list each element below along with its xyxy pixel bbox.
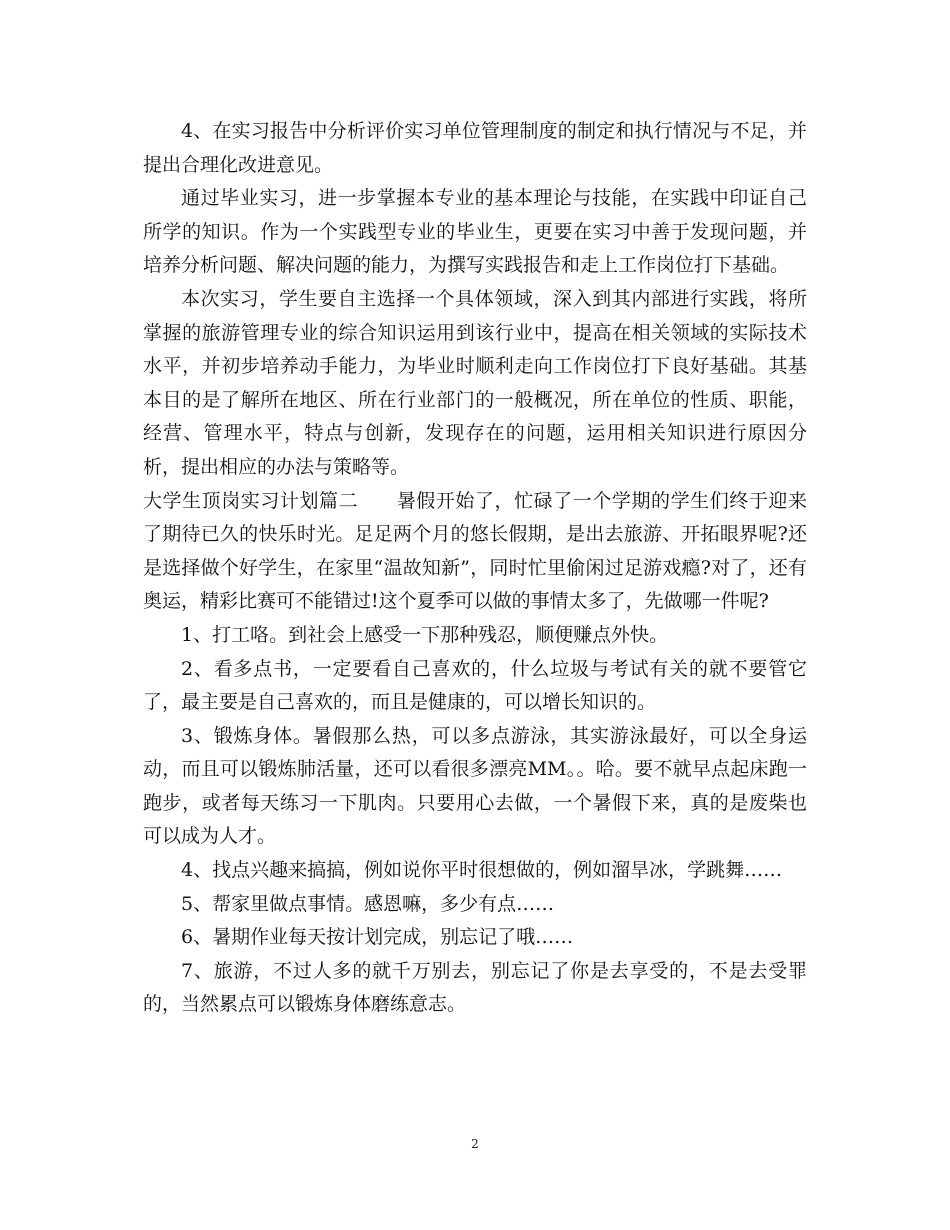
list-item: 1、打工咯。到社会上感受一下那种残忍，顺便赚点外快。 [181, 623, 669, 646]
list-item: 6、暑期作业每天按计划完成，别忘记了哦…… [181, 926, 574, 949]
section-title: 大学生顶岗实习计划篇二 [143, 489, 359, 512]
list-item: 2、看多点书，一定要看自己喜欢的，什么垃圾与考试有关的就不要管它了，最主要是自己喜欢的，而且是健康的，可以增长知识的。 [143, 657, 807, 714]
document-body [143, 115, 807, 1022]
list-item: 7、旅游，不过人多的就千万别去，别忘记了你是去享受的，不是去受罪的，当然累点可以锻炼身体磨练意志。 [143, 959, 807, 1016]
paragraph: 通过毕业实习，进一步掌握本专业的基本理论与技能，在实践中印证自己所学的知识。作为一个实践型专业的毕业生，更要在实习中善于发现问题，并培养分析问题、解决问题的能力，为撰写实践报告和走上工作岗位打下基础。 [143, 187, 807, 277]
list-item: 5、帮家里做点事情。感恩嘛，多少有点…… [181, 892, 555, 915]
list-item: 3、锻炼身体。暑假那么热，可以多点游泳，其实游泳最好，可以全身运动，而且可以锻炼肺活量，还可以看很多漂亮MM。。哈。要不就早点起床跑一跑步，或者每天练习一下肌肉。只要用心去做，一个暑假下来，真的是废柴也可以成为人才。 [143, 724, 807, 848]
paragraph: 4、在实习报告中分析评价实习单位管理制度的制定和执行情况与不足，并提出合理化改进意见。 [143, 120, 807, 176]
page-number: 2 [471, 1137, 479, 1151]
section-paragraph [143, 485, 807, 619]
list-item: 4、找点兴趣来搞搞，例如说你平时很想做的，例如溜旱冰，学跳舞…… [181, 859, 783, 882]
section-intro: 暑假开始了，忙碌了一个学期的学生们终于迎来了期待已久的快乐时光。足足两个月的悠长假期，是出去旅游、开拓眼界呢?还是选择做个好学生，在家里“温故知新”，同时忙里偷闲过足游戏瘾?对了，还有奥运，精彩比赛可不能错过!这个夏季可以做的事情太多了，先做哪一件呢? [143, 489, 807, 613]
paragraph: 本次实习，学生要自主选择一个具体领域，深入到其内部进行实践，将所掌握的旅游管理专业的综合知识运用到该行业中，提高在相关领域的实际技术水平，并初步培养动手能力，为毕业时顺利走向工作岗位打下良好基础。其基本目的是了解所在地区、所在行业部门的一般概况，所在单位的性质、职能，经营、管理水平，特点与创新，发现存在的问题，运用相关知识进行原因分析，提出相应的办法与策略等。 [143, 287, 807, 478]
